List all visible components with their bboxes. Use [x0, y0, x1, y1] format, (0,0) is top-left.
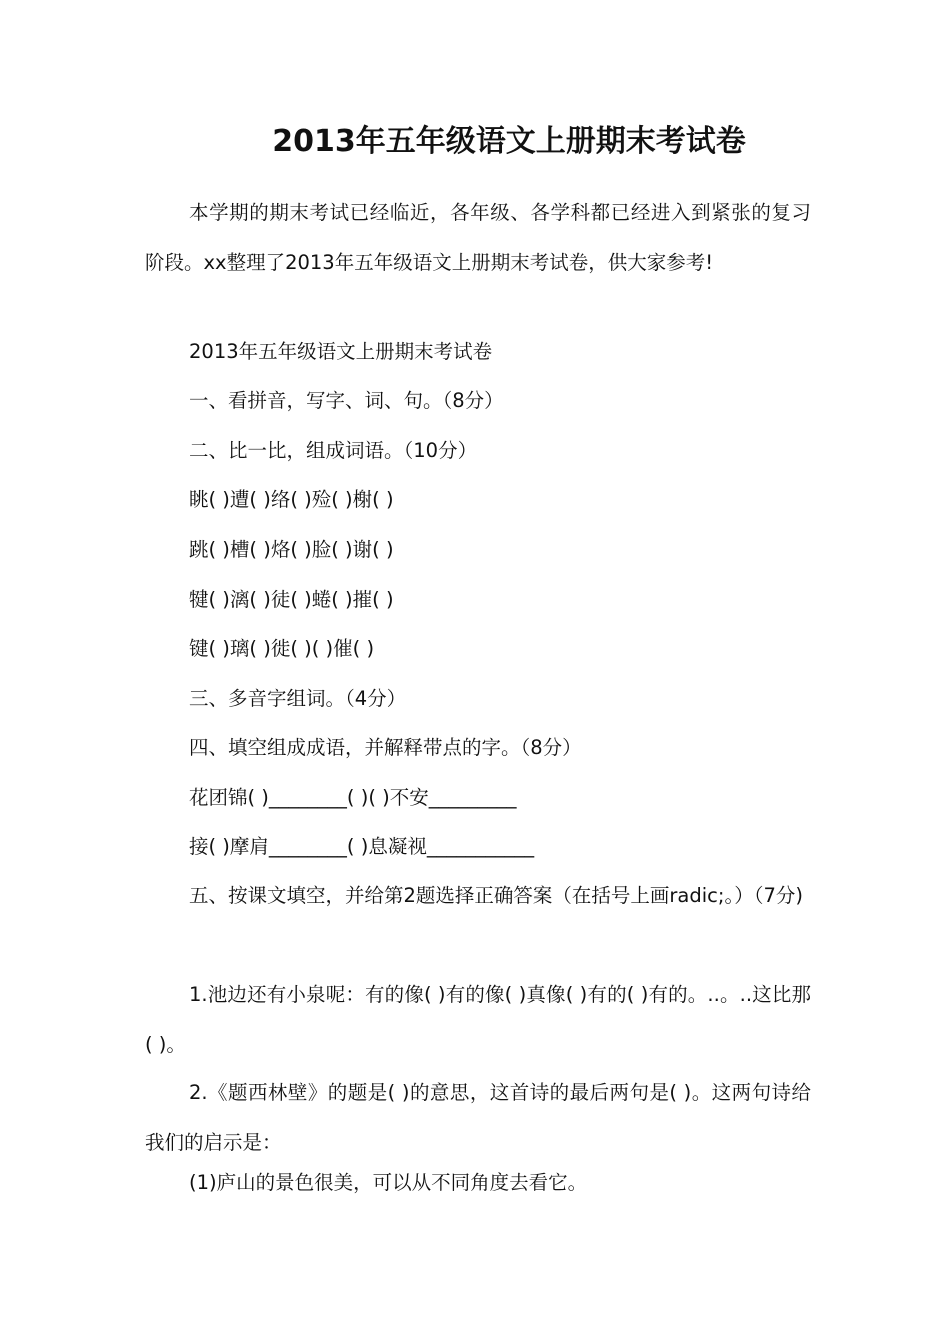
- question-2: 2.《题西林壁》的题是( )的意思，这首诗的最后两句是( )。这两句诗给我们的启示是：: [145, 1081, 811, 1154]
- section-4-heading: 四、填空组成成语，并解释带点的字。（8分）: [189, 736, 582, 759]
- text-line: 接( )摩肩________( )息凝视___________: [189, 835, 535, 858]
- text-line: 键( )璃( )徙( )( )催( ): [189, 637, 375, 660]
- section-5-heading: 五、按课文填空，并给第2题选择正确答案（在括号上画radic;。）（7分): [189, 884, 803, 907]
- text-line: 花团锦( )________( )( )不安_________: [189, 786, 517, 809]
- text-line: 2013年五年级语文上册期末考试卷: [189, 340, 493, 363]
- document-title: 2013年五年级语文上册期末考试卷: [272, 124, 746, 159]
- text-line: 跳( )槽( )烙( )脸( )谢( ): [189, 538, 394, 561]
- section-2-heading: 二、比一比，组成词语。（10分）: [189, 439, 478, 462]
- question-1: 1.池边还有小泉呢：有的像( )有的像( )真像( )有的( )有的。..。..这比那( )。: [145, 983, 811, 1056]
- section-3-heading: 三、多音字组词。（4分）: [189, 687, 407, 710]
- section-1-heading: 一、看拼音，写字、词、句。（8分）: [189, 389, 504, 412]
- text-line: 眺( )遭( )络( )殓( )榭( ): [189, 488, 394, 511]
- intro-paragraph: 本学期的期末考试已经临近，各年级、各学科都已经进入到紧张的复习阶段。xx整理了2013年五年级语文上册期末考试卷，供大家参考!: [145, 201, 811, 274]
- text-line: 犍( )漓( )徒( )蜷( )摧( ): [189, 588, 394, 611]
- question-2-option-1: (1)庐山的景色很美，可以从不同角度去看它。: [189, 1171, 588, 1194]
